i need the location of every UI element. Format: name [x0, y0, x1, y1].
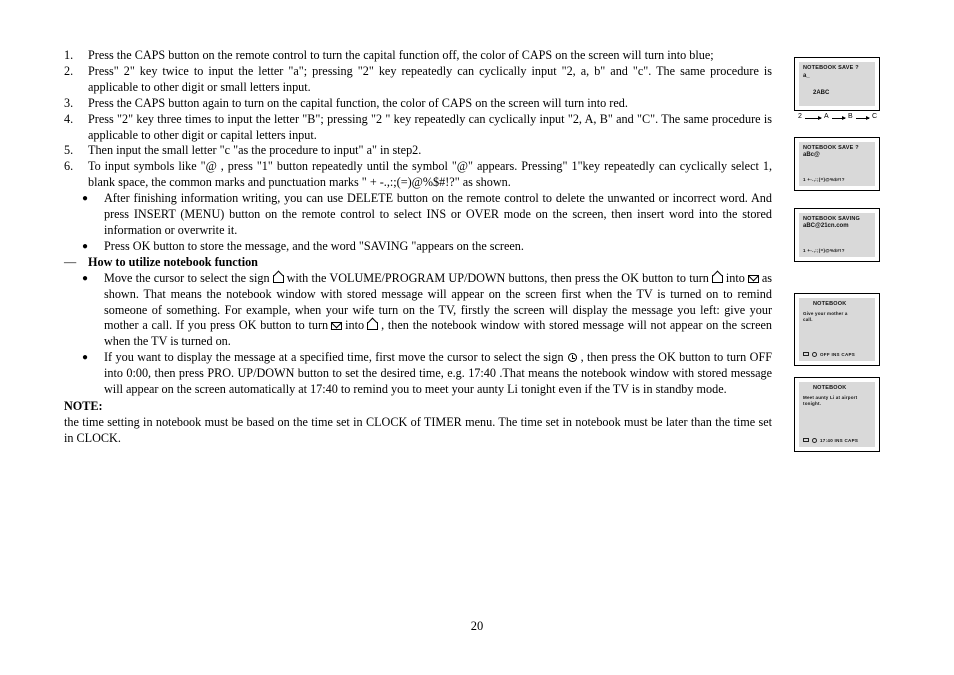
- screen-notebook-message: NOTEBOOK Give your mother a call. OFF INS CAPS: [794, 293, 880, 366]
- arrow-icon: [856, 118, 869, 119]
- clock-icon: [568, 353, 577, 362]
- screen-notebook-saving: NOTEBOOK SAVING aBC@21cn.com 1 +-.,:;(=)@%$#!?: [794, 208, 880, 262]
- step-4: 4. Press "2" key three times to input the letter "B"; pressing "2 " key repeatedly can cyclically input "2, A, B" and "C". The same procedure is applicable to other digit or capital letters input.: [64, 111, 772, 142]
- screen-notebook-symbols: NOTEBOOK SAVE ? aBc@ 1 +-.,:;(=)@%$#!?: [794, 137, 880, 191]
- envelope-icon: [803, 352, 809, 356]
- arrow-icon: [805, 118, 821, 119]
- arrow-icon: [832, 118, 845, 119]
- note-body: the time setting in notebook must be based on the time set in CLOCK of TIMER menu. The time set in notebook must be later than the time set in CLOCK.: [64, 414, 772, 445]
- instruction-text: [64, 48, 772, 447]
- screen-notebook-input-a: NOTEBOOK SAVE ? a_ 2ABC: [794, 57, 880, 111]
- step-1: 1. Press the CAPS button on the remote control to turn the capital function off, the color of CAPS on the screen will turn into blue;: [64, 48, 714, 62]
- bullet-save: ● Press OK button to store the message, and the word "SAVING "appears on the screen.: [82, 238, 524, 253]
- page-number: 20: [470, 619, 484, 633]
- screen-notebook-timed: NOTEBOOK Meet aunty Li at airport tonight. 17:40 INS CAPS: [794, 377, 880, 452]
- open-envelope-icon: [712, 275, 723, 283]
- bullet-dot: ●: [82, 193, 89, 205]
- open-envelope-icon: [273, 275, 284, 283]
- step-5: 5. Then input the small letter "c "as the procedure to input" a" in step2.: [64, 143, 422, 158]
- clock-icon: [812, 352, 817, 357]
- bullet-dot: ●: [82, 272, 89, 284]
- step-3: 3. Press the CAPS button again to turn on the capital function, the color of CAPS on the screen will turn into red.: [64, 95, 628, 110]
- bullet-clock: ● If you want to display the message at a specified time, first move the cursor to select the sign , then press the OK button to turn OFF into 0:00, then press PRO. UP/DOWN button to set the desired time, e.g. 17:40 .That means the notebook window with stored message will appear on the screen automatically at 17:40 to remind you to meet your aunty Li tonight even if the TV is in standby mode.: [82, 350, 773, 397]
- note-title: NOTE:: [64, 398, 103, 413]
- clock-icon: [812, 438, 817, 443]
- bullet-dot: ●: [82, 352, 89, 364]
- envelope-icon: [803, 438, 809, 442]
- bullet-delete-insert: ● After finishing information writing, you can use DELETE button on the remote control to delete the unwanted or incorrect word. And press INSERT (MENU) button on the remote control to select INS or OVER mode on the screen, then insert word into the stored information or overwrite it.: [82, 191, 772, 237]
- bullet-dot: ●: [82, 240, 89, 252]
- open-envelope-icon: [367, 322, 378, 330]
- section-heading: — How to utilize notebook function: [64, 254, 258, 269]
- closed-envelope-icon: [748, 275, 759, 283]
- closed-envelope-icon: [331, 322, 342, 330]
- character-cycle-diagram: 2 A B C: [798, 113, 878, 120]
- step-6: 6. To input symbols like "@ , press "1" button repeatedly until the symbol "@" appears. Pressing" 1"key repeatedly can cyclically select 1, blank space, the common marks and punctuation marks " + -.,:;(=)@%$#!?" as shown.: [64, 159, 772, 190]
- bullet-envelope: ● Move the cursor to select the sign with the VOLUME/PROGRAM UP/DOWN buttons, then press the OK button to turn into as shown. That means the notebook window with stored message will appear on the screen first when the TV is turned on to remind someone of something. For example, when your wife turn on the TV, firstly the screen will display the message you left: give your mother a call. If you press OK button to turn into , then the notebook window with stored message will not appear on the screen when the TV is turned on.: [82, 270, 772, 349]
- step-2: 2. Press" 2" key twice to input the letter "a"; pressing "2" key repeatedly can cyclically input "2, a, b" and "c". The same procedure is applicable to other digit or small letters input.: [64, 63, 772, 94]
